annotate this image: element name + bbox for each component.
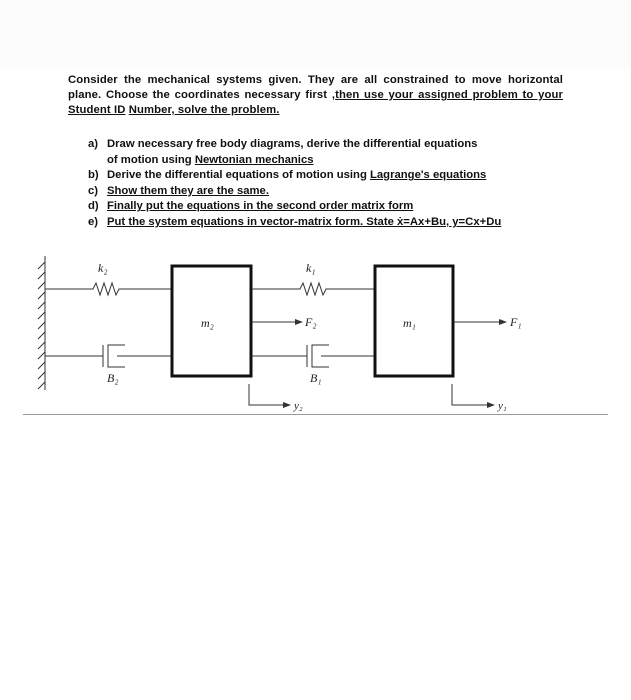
coordinate-y2-arrow xyxy=(249,384,290,405)
task-marker: e) xyxy=(88,215,99,228)
label-k1: k₁ xyxy=(306,261,316,275)
task-underlined: Put the system equations in vector-matrix form. State ẋ=Ax+Bu, y=Cx+Du xyxy=(107,215,502,228)
page-divider xyxy=(23,414,608,415)
task-underlined: Lagrange's equations xyxy=(370,169,487,182)
task-underlined: Show them they are the same. xyxy=(107,184,269,197)
spring-k2 xyxy=(45,283,172,295)
task-text: Derive the differential equations of motion using xyxy=(107,169,370,182)
damper-b2 xyxy=(45,345,172,367)
label-b2: B₂ xyxy=(107,371,119,385)
coordinate-y1-arrow xyxy=(452,384,494,405)
label-b1: B₁ xyxy=(310,371,322,385)
label-k2: k₂ xyxy=(98,261,108,275)
label-f1: F₁ xyxy=(510,315,522,329)
task-marker: a) xyxy=(88,138,99,150)
label-y2: y₂ xyxy=(294,400,303,412)
damper-b1 xyxy=(252,345,375,367)
task-text: of motion using xyxy=(107,153,195,166)
task-underlined: Finally put the equations in the second order matrix form xyxy=(107,200,414,213)
task-underlined: Newtonian mechanics xyxy=(194,153,314,166)
fixed-wall xyxy=(38,256,45,390)
spring-k1 xyxy=(252,283,375,295)
label-m2: m₂ xyxy=(201,316,214,330)
label-m1: m₁ xyxy=(403,316,416,330)
statement-underlined-1: then use your assigned problem to your Student ID xyxy=(68,89,563,116)
label-f2: F₂ xyxy=(305,315,317,329)
task-marker: b) xyxy=(88,169,99,182)
task-marker: d) xyxy=(88,200,99,213)
task-text: Draw necessary free body diagrams, derive the differential equations xyxy=(107,138,478,150)
label-y1: y₁ xyxy=(498,400,507,412)
statement-text: Consider the mechanical systems given. They are all constrained to move horizontal plane. Choose the coordinates necessary first , xyxy=(68,74,563,101)
task-marker: c) xyxy=(88,184,99,197)
statement-underlined-2: Number, solve the problem. xyxy=(128,104,280,116)
